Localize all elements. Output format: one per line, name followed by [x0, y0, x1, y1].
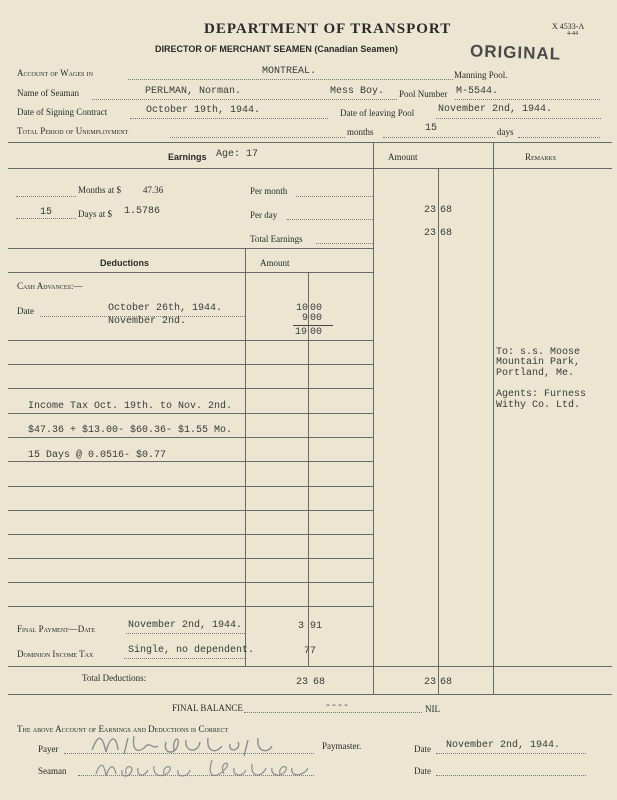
final-payment-cents: 91 [310, 621, 323, 632]
tax-line-2: $47.36 + $13.00- $60.36- $1.55 Mo. [28, 425, 233, 436]
earnings-header-line [8, 168, 612, 169]
original-stamp: ORIGINAL [469, 41, 562, 64]
ded-row-line [8, 413, 373, 414]
date-line-footer [436, 753, 586, 754]
seaman-label: Seaman [38, 766, 67, 776]
days-at-label: Days at $ [78, 209, 112, 219]
per-day-line [287, 219, 373, 220]
col-divider-amount-left [373, 142, 374, 694]
remarks-header: Remarks [525, 152, 557, 162]
months-line [383, 137, 495, 138]
final-payment-line [126, 633, 245, 634]
total-deductions-cents: 68 [313, 677, 326, 688]
date-label: Date [17, 306, 34, 316]
ded-row-line [8, 364, 373, 365]
signing-line [130, 118, 328, 119]
ded-row-line [8, 606, 373, 607]
total-earnings-label: Total Earnings [250, 234, 303, 244]
ded-row-line [8, 510, 373, 511]
cash-advances-label: Cash Advances:— [17, 281, 83, 291]
advance-date-1: October 26th, 1944. [108, 303, 223, 314]
payer-label: Payer [38, 744, 59, 754]
ded-row-line [8, 388, 373, 389]
tax-line-3: 15 Days @ 0.0516- $0.77 [28, 450, 167, 461]
months-count-line [16, 196, 76, 197]
col-divider-amount-cents [438, 168, 439, 694]
deductions-header: Deductions [100, 258, 150, 268]
dominion-tax-label: Dominion Income Tax [17, 649, 94, 659]
total-earnings-line [316, 243, 373, 244]
total-deductions-label: Total Deductions: [82, 673, 147, 683]
form-number: X 4533-A [552, 22, 585, 31]
final-payment-label: Final Payment—Date [17, 624, 96, 634]
unemployment-label: Total Period of Unemployment [17, 126, 129, 136]
ded-row-line [8, 582, 373, 583]
unemployment-line [170, 137, 345, 138]
per-day-dollars: 23 [424, 205, 437, 216]
months-rate: 47.36 [143, 185, 164, 195]
days-count-line [16, 218, 76, 219]
earnings-amount-header: Amount [388, 152, 418, 162]
seaman-signature [92, 754, 332, 784]
days-label: days [497, 127, 514, 137]
advance-sum-dollars: 19 [295, 327, 308, 338]
months-at-label: Months at $ [78, 185, 122, 195]
deductions-amount-header: Amount [260, 258, 290, 268]
manning-pool-label: Manning Pool. [454, 70, 508, 80]
name-label: Name of Seaman [17, 88, 79, 98]
ded-row-line [8, 534, 373, 535]
table-top-line [8, 142, 612, 143]
department-title: DEPARTMENT OF TRANSPORT [204, 21, 452, 37]
pool-number-label: Pool Number [399, 89, 448, 99]
ded-row-line [8, 486, 373, 487]
total-earnings-cents: 68 [440, 228, 453, 239]
leaving-line [436, 118, 601, 119]
months-label: months [347, 127, 374, 137]
dominion-tax-line [124, 658, 245, 659]
ded-row-line [8, 340, 373, 341]
remarks-line-5: Withy Co. Ltd. [496, 400, 581, 411]
age-note: Age: 17 [216, 149, 259, 160]
per-day-label: Per day [250, 210, 278, 220]
final-payment-date: November 2nd, 1944. [128, 620, 243, 631]
advance-date-2: November 2nd. [108, 316, 187, 327]
final-payment-dollars: 3 [298, 621, 305, 632]
amount-total-cents: 68 [440, 677, 453, 688]
name-line [92, 99, 397, 100]
dominion-tax-value: Single, no dependent. [128, 645, 255, 656]
advance-2-cents: 00 [310, 313, 323, 324]
days-line [518, 137, 600, 138]
correct-statement: The above Account of Earnings and Deductions is Correct [17, 724, 229, 734]
wages-in-line [128, 79, 453, 80]
pool-number-line [455, 99, 600, 100]
final-balance-label: FINAL BALANCE [172, 703, 243, 713]
final-balance-dashes: ---- [325, 701, 350, 712]
ded-row-line [8, 461, 373, 462]
ded-row-line [8, 558, 373, 559]
days-count: 15 [40, 207, 53, 218]
per-month-label: Per month [250, 186, 288, 196]
tax-line-1: Income Tax Oct. 19th. to Nov. 2nd. [28, 401, 233, 412]
signing-date: October 19th, 1944. [146, 105, 261, 116]
wages-in-label: Account of Wages in [17, 68, 93, 78]
days-rate: 1.5786 [124, 206, 161, 217]
ded-row-line [8, 437, 373, 438]
total-earnings-dollars: 23 [424, 228, 437, 239]
director-subtitle: DIRECTOR OF MERCHANT SEAMEN (Canadian Seamen) [155, 44, 398, 54]
deductions-header-line [8, 272, 373, 273]
form-code: 4-44 [567, 31, 578, 37]
advance-sum-rule [293, 325, 333, 326]
final-balance-line [244, 712, 422, 713]
final-total-line [8, 666, 612, 667]
remarks-line-1: To: s.s. Moose [496, 347, 581, 358]
earnings-header: Earnings [168, 152, 207, 162]
remarks-line-2: Mountain Park, [496, 357, 581, 368]
col-divider-remarks [493, 142, 494, 694]
leaving-date: November 2nd, 1944. [438, 104, 553, 115]
per-month-line [296, 196, 373, 197]
col-divider-ded-left [245, 248, 246, 666]
months-value: 15 [425, 123, 438, 134]
pool-number: M-5544. [456, 86, 499, 97]
wages-in-value: MONTREAL. [262, 66, 317, 77]
seaman-date-line [436, 775, 586, 776]
footer-date-value: November 2nd, 1944. [446, 740, 561, 751]
advance-2-dollars: 9 [302, 313, 309, 324]
leaving-label: Date of leaving Pool [340, 108, 415, 118]
total-deductions-dollars: 23 [296, 677, 309, 688]
seaman-rank: Mess Boy. [330, 86, 385, 97]
seaman-date-label: Date [414, 766, 431, 776]
advance-sum-cents: 00 [310, 327, 323, 338]
seaman-name: PERLMAN, Norman. [145, 86, 242, 97]
remarks-line-4: Agents: Furness [496, 389, 587, 400]
final-balance-nil: NIL [425, 704, 440, 714]
advance-1-dollars: 10 [296, 303, 309, 314]
amount-total-dollars: 23 [424, 677, 437, 688]
date-label-footer: Date [414, 744, 431, 754]
deductions-top-line [8, 248, 373, 249]
per-day-cents: 68 [440, 205, 453, 216]
remarks-line-3: Portland, Me. [496, 368, 575, 379]
paymaster-label: Paymaster. [322, 741, 362, 751]
dominion-tax-cents: 77 [304, 646, 317, 657]
signing-label: Date of Signing Contract [17, 107, 108, 117]
advance-1-cents: 00 [310, 303, 323, 314]
balance-top-line [8, 694, 612, 695]
